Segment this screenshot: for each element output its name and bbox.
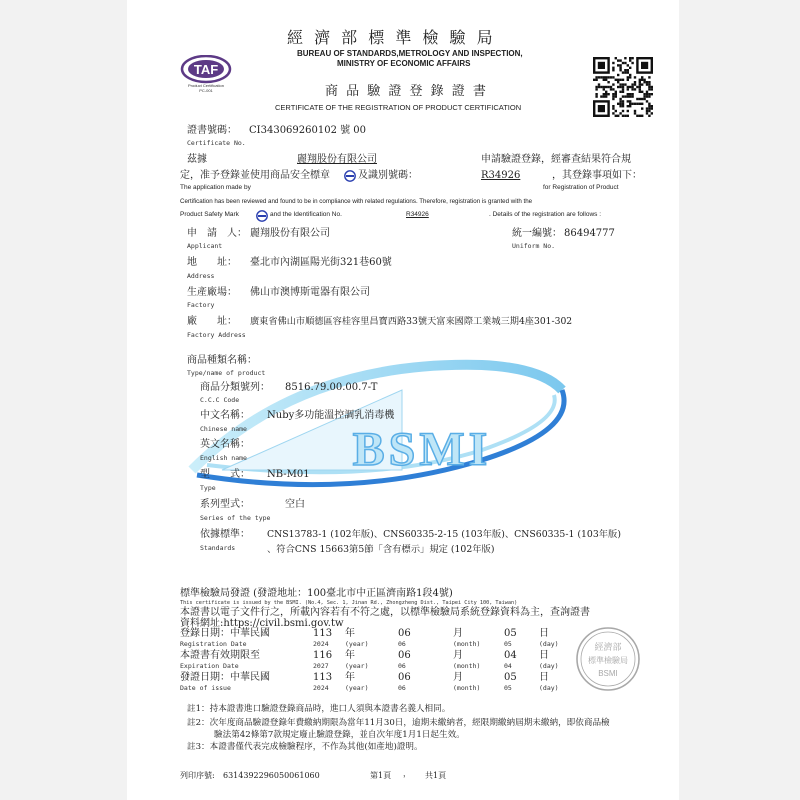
date-day-en-unit: (day) bbox=[539, 684, 559, 692]
date-month-unit: 月 bbox=[453, 650, 463, 661]
factory-address-value: 廣東省佛山市順德區容桂容里昌寶西路33號天富來國際工業城三期4座301-302 bbox=[250, 316, 573, 327]
statement-en-2: Certification has been reviewed and found to be in compliance with related regulations. Therefore, registration is granted with the bbox=[180, 198, 533, 205]
date-day-en: 05 bbox=[504, 640, 512, 648]
english-name-label-en: English name bbox=[200, 454, 247, 462]
statement-line2-b: 及識別號碼： bbox=[358, 170, 418, 181]
applicant-value: 麗翔股份有限公司 bbox=[250, 228, 330, 239]
date-month: 06 bbox=[398, 672, 411, 683]
print-serial-label: 列印序號: bbox=[180, 771, 215, 780]
note-2-cont: 驗法第42條第7款規定廢止驗證登錄，並自次年度1月1日起生效。 bbox=[214, 730, 465, 740]
date-year: 116 bbox=[313, 650, 333, 661]
seal-line-3: BSMI bbox=[598, 669, 618, 678]
type-label: 型 式： bbox=[200, 469, 250, 480]
taf-logo-text: TAF bbox=[193, 62, 219, 77]
date-month-en: 06 bbox=[398, 640, 406, 648]
chinese-name-label-en: Chinese name bbox=[200, 425, 247, 433]
date-year: 113 bbox=[313, 628, 333, 639]
date-year-unit: 年 bbox=[345, 650, 355, 661]
series-label: 系列型式： bbox=[200, 499, 250, 510]
date-label-en: Date of issue bbox=[180, 684, 231, 692]
type-label-en: Type bbox=[200, 484, 216, 492]
bsmi-watermark-text: BSMI bbox=[352, 423, 492, 476]
uniform-no-value: 86494777 bbox=[564, 228, 615, 239]
safety-mark-icon bbox=[344, 169, 356, 185]
page-number: 第1頁 bbox=[370, 771, 392, 780]
note-2: 註2：次年度商品驗證登錄年費繳納期限為當年11月30日，逾期未繳納者，經限期繳納屆期未繳納，即依商品檢 bbox=[187, 718, 610, 728]
date-year-en-unit: (year) bbox=[345, 662, 369, 670]
type-value: NB-M01 bbox=[267, 469, 310, 480]
date-year-unit: 年 bbox=[345, 628, 355, 639]
date-year: 113 bbox=[313, 672, 333, 683]
certificate-page bbox=[127, 0, 679, 800]
page-total: 共1頁 bbox=[425, 771, 447, 780]
date-day-unit: 日 bbox=[539, 628, 549, 639]
series-value: 空白 bbox=[285, 499, 305, 510]
taf-logo-sub: Product Certification bbox=[187, 83, 225, 88]
series-label-en: Series of the type bbox=[200, 514, 271, 522]
product-name-label: 商品種類名稱： bbox=[187, 355, 257, 366]
date-month-unit: 月 bbox=[453, 672, 463, 683]
date-year-en: 2027 bbox=[313, 662, 329, 670]
date-month-en-unit: (month) bbox=[453, 684, 481, 692]
issuer-line-2: 本證書以電子文件行之，所載內容若有不符之處，以標準檢驗局系統登錄資料為主，查詢證書 bbox=[180, 607, 590, 618]
address-label-en: Address bbox=[187, 272, 215, 280]
date-day: 05 bbox=[504, 672, 517, 683]
uniform-no-label: 統一編號： bbox=[512, 228, 562, 239]
statement-prefix: 茲據 bbox=[187, 154, 207, 165]
standards-value-2: 、符合CNS 15663第5節「含有標示」規定 (102年版) bbox=[267, 544, 495, 555]
taf-logo-code: PC-001 bbox=[199, 88, 213, 93]
factory-address-label-en: Factory Address bbox=[187, 331, 246, 339]
taf-logo bbox=[180, 55, 232, 99]
print-serial: 6314392296050061060 bbox=[223, 771, 320, 780]
statement-line1-end: 申請驗證登錄，經審查結果符合規 bbox=[481, 154, 631, 165]
date-label-cn: 發證日期：中華民國 bbox=[180, 672, 270, 683]
bsmi-seal bbox=[575, 626, 641, 696]
cert-no-label: 證書號碼： bbox=[187, 125, 237, 136]
statement-line2: 定，准予登錄並使用商品安全標章 bbox=[180, 170, 330, 181]
standards-label: 依據標準： bbox=[200, 529, 250, 540]
date-label-cn: 登錄日期：中華民國 bbox=[180, 628, 270, 639]
factory-value: 佛山市澳博斯電器有限公司 bbox=[250, 287, 370, 298]
bureau-title-en-2: MINISTRY OF ECONOMIC AFFAIRS bbox=[337, 59, 471, 68]
date-year-unit: 年 bbox=[345, 672, 355, 683]
date-label-en: Expiration Date bbox=[180, 662, 239, 670]
statement-en-3: Product Safety Mark bbox=[180, 211, 239, 218]
date-day-en-unit: (day) bbox=[539, 662, 559, 670]
date-year-en-unit: (year) bbox=[345, 684, 369, 692]
cert-no-value: CI343069260102 號 00 bbox=[249, 125, 367, 136]
address-value: 臺北市內湖區陽光街321巷60號 bbox=[250, 257, 392, 268]
seal-line-2: 標準檢驗局 bbox=[588, 656, 628, 665]
issuer-line-1: 標準檢驗局發證 (發證地址：100臺北市中正區濟南路1段4號) bbox=[180, 588, 453, 599]
cert-title-en: CERTIFICATE OF THE REGISTRATION OF PRODUCT CERTIFICATION bbox=[275, 103, 522, 112]
date-month: 06 bbox=[398, 650, 411, 661]
date-label-en: Registration Date bbox=[180, 640, 247, 648]
seal-line-1: 經濟部 bbox=[594, 643, 622, 653]
date-month-en: 06 bbox=[398, 684, 406, 692]
date-day: 04 bbox=[504, 650, 517, 661]
chinese-name-label: 中文名稱： bbox=[200, 410, 250, 421]
date-day-en: 04 bbox=[504, 662, 512, 670]
page-separator: ， bbox=[403, 769, 411, 778]
product-name-label-en: Type/name of product bbox=[187, 369, 266, 377]
bureau-title-cn: 經 濟 部 標 準 檢 驗 局 bbox=[287, 28, 496, 47]
note-1: 註1：持本證書進口驗證登錄商品時，進口人須與本證書名義人相同。 bbox=[187, 704, 451, 714]
english-name-label: 英文名稱： bbox=[200, 439, 250, 450]
applicant-label: 申 請 人： bbox=[187, 228, 247, 239]
date-month-en-unit: (month) bbox=[453, 640, 481, 648]
date-day-unit: 日 bbox=[539, 650, 549, 661]
statement-en-1: The application made by bbox=[180, 184, 251, 191]
note-3: 註3：本證書僅代表完成檢驗程序，不作為其他(如產地)證明。 bbox=[187, 742, 423, 752]
cert-no-label-en: Certificate No. bbox=[187, 139, 246, 147]
issuer-line-1-en: This certificate is issued by the BSMI. (No.4, Sec. 1, Jinan Rd., Zhongzheng Dist., Taipei City 100, Taiwan) bbox=[180, 600, 518, 606]
date-year-en: 2024 bbox=[313, 684, 329, 692]
applicant-label-en: Applicant bbox=[187, 242, 223, 250]
factory-label-en: Factory bbox=[187, 301, 215, 309]
date-month: 06 bbox=[398, 628, 411, 639]
date-month-unit: 月 bbox=[453, 628, 463, 639]
date-day: 05 bbox=[504, 628, 517, 639]
ccc-label: 商品分類號列： bbox=[200, 382, 270, 393]
statement-en-3c: . Details of the registration are follows : bbox=[489, 211, 601, 218]
date-month-en-unit: (month) bbox=[453, 662, 481, 670]
ccc-label-en: C.C.C Code bbox=[200, 396, 240, 404]
statement-id-number: R34926 bbox=[481, 170, 521, 181]
cert-title-cn: 商 品 驗 證 登 錄 證 書 bbox=[325, 84, 488, 99]
qr-code bbox=[593, 57, 653, 117]
statement-en-3b: and the Identification No. bbox=[270, 211, 342, 218]
date-day-en-unit: (day) bbox=[539, 640, 559, 648]
date-day-en: 05 bbox=[504, 684, 512, 692]
address-label: 地 址： bbox=[187, 257, 237, 268]
date-month-en: 06 bbox=[398, 662, 406, 670]
standards-value-1: CNS13783-1 (102年版)、CNS60335-2-15 (103年版)、CNS60335-1 (103年版) bbox=[267, 529, 621, 540]
chinese-name-value: Nuby多功能溫控調乳消毒機 bbox=[267, 410, 395, 421]
factory-label: 生產廠場： bbox=[187, 287, 237, 298]
date-label-cn: 本證書有效期限至 bbox=[180, 650, 260, 661]
issuer-line-3: 資料網址:https://civil.bsmi.gov.tw bbox=[180, 618, 344, 629]
date-year-en-unit: (year) bbox=[345, 640, 369, 648]
statement-en-1b: for Registration of Product bbox=[543, 184, 619, 191]
date-year-en: 2024 bbox=[313, 640, 329, 648]
statement-company: 麗翔股份有限公司 bbox=[297, 154, 377, 165]
uniform-no-label-en: Uniform No. bbox=[512, 242, 556, 250]
standards-label-en: Standards bbox=[200, 544, 236, 552]
statement-en-id: R34926 bbox=[406, 211, 429, 218]
factory-address-label: 廠 址： bbox=[187, 316, 237, 327]
date-day-unit: 日 bbox=[539, 672, 549, 683]
statement-line2-c: ，其登錄事項如下： bbox=[552, 170, 642, 181]
bureau-title-en-1: BUREAU OF STANDARDS,METROLOGY AND INSPECTION, bbox=[297, 49, 523, 58]
ccc-value: 8516.79.00.00.7-T bbox=[285, 382, 378, 393]
safety-mark-icon-en bbox=[256, 209, 268, 225]
